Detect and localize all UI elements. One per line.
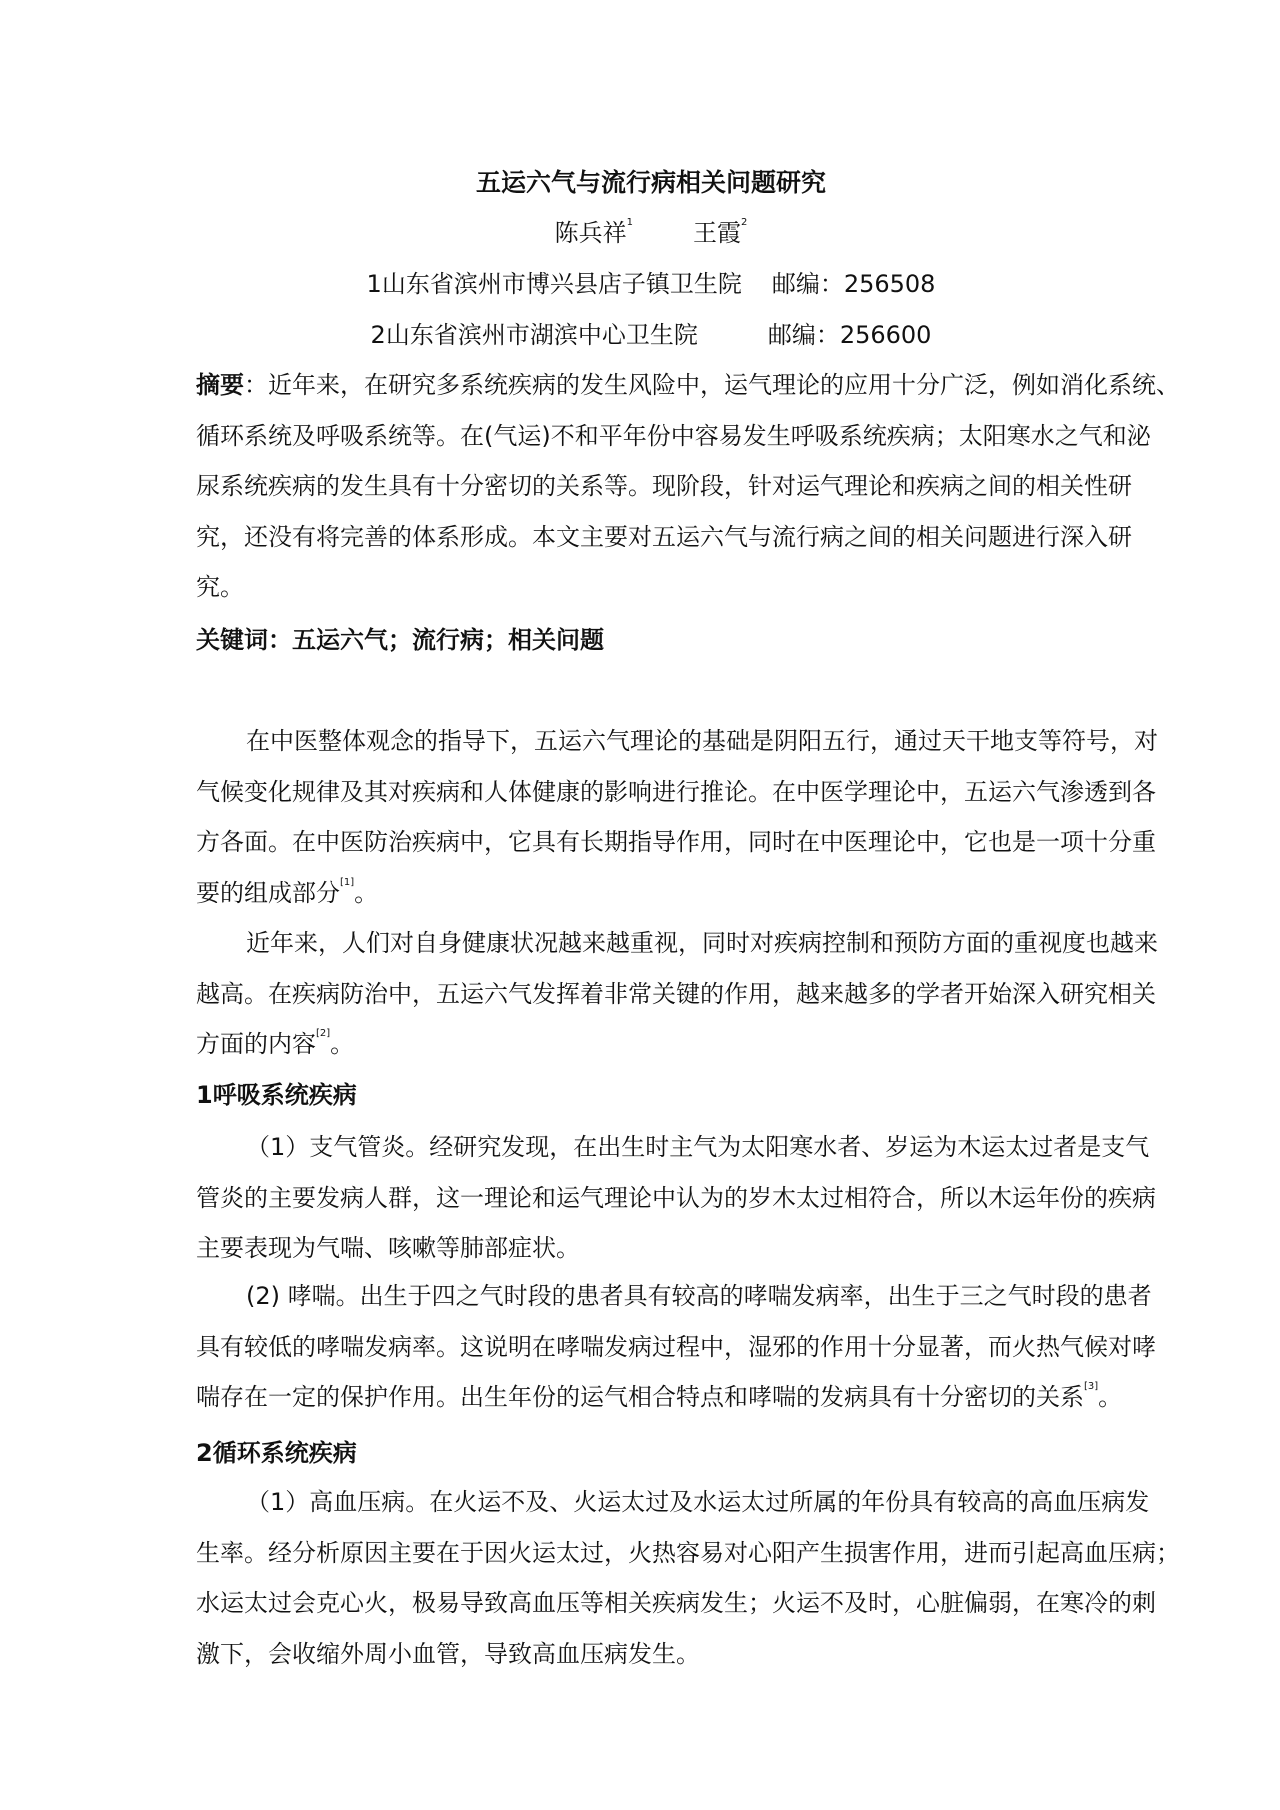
paragraph: （1）高血压病。在火运不及、火运太过及水运太过所属的年份具有较高的高血压病发 生率。经分析原因主要在于因火运太过，火热容易对心阳产生损害作用，进而引起高血压病； 水运太过会克心火，极易导致高血压等相关疾病发生；火运不及时，心脏偏弱，在寒冷的刺 激下，会收缩外周小血管，导致高血压病发生。: [196, 1488, 1180, 1668]
affiliation: 1山东省滨州市博兴县店子镇卫生院 邮编：256508: [366, 270, 936, 298]
paragraph: (2) 哮喘。出生于四之气时段的患者具有较高的哮喘发病率，出生于三之气时段的患者 具有较低的哮喘发病率。这说明在哮喘发病过程中，湿邪的作用十分显著，而火热气候对哮 喘存在一定的保护作用。出生年份的运气相合特点和哮喘的发病具有十分密切的关系[3]。: [196, 1282, 1156, 1412]
intro-paragraph: 近年来，人们对自身健康状况越来越重视，同时对疾病控制和预防方面的重视度也越来 越高。在疾病防治中，五运六气发挥着非常关键的作用，越来越多的学者开始深入研究相关 方面的内容[2]。: [196, 929, 1158, 1059]
section-heading: 1呼吸系统疾病: [196, 1081, 357, 1109]
author: 王霞$^2$: [693, 217, 748, 247]
abstract: 摘要：近年来，在研究多系统疾病的发生风险中，运气理论的应用十分广泛，例如消化系统、 循环系统及呼吸系统等。在(气运)不和平年份中容易发生呼吸系统疾病；太阳寒水之气和泌 尿系统疾病的发生具有十分密切的关系等。现阶段，针对运气理论和疾病之间的相关性研 究，还没有将完善的体系形成。本文主要对五运六气与流行病之间的相关问题进行深入研 究。: [196, 371, 1180, 602]
intro-paragraph: 在中医整体观念的指导下，五运六气理论的基础是阴阳五行，通过天干地支等符号，对 气候变化规律及其对疾病和人体健康的影响进行推论。在中医学理论中，五运六气渗透到各 方各面。在中医防治疾病中，它具有长期指导作用，同时在中医理论中，它也是一项十分重 要的组成部分[1]。: [196, 727, 1158, 907]
keywords: 关键词：五运六气；流行病；相关问题: [196, 626, 604, 654]
citation: [1]: [340, 876, 355, 888]
authors: [196, 208, 1106, 259]
abstract-label: 摘要: [196, 371, 244, 399]
paragraph: （1）支气管炎。经研究发现，在出生时主气为太阳寒水者、岁运为木运太过者是支气 管炎的主要发病人群，这一理论和运气理论中认为的岁木太过相符合，所以木运年份的疾病 主要表现为气喘、咳嗽等肺部症状。: [196, 1133, 1156, 1263]
paper-title: 五运六气与流行病相关问题研究: [475, 168, 826, 197]
affiliation: 2山东省滨州市湖滨中心卫生院 邮编：256600: [370, 321, 932, 349]
author: 陈兵祥$^1$: [554, 217, 633, 247]
citation: [2]: [316, 1028, 331, 1040]
citation: [3]: [1084, 1381, 1099, 1393]
section-heading: 2循环系统疾病: [196, 1439, 357, 1467]
